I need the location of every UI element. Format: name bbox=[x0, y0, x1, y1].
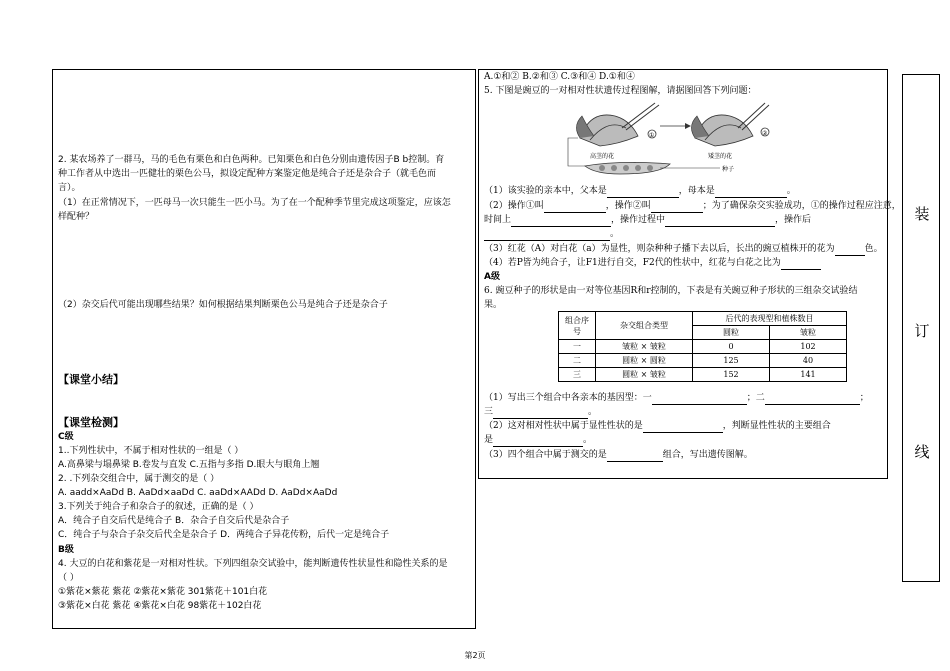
binding-line-box bbox=[902, 74, 940, 582]
q6-line-1: 6. 豌豆种子的形状是由一对等位基因R和r控制的，下表是有关豌豆种子形状的三组杂交试验结 bbox=[484, 286, 858, 296]
answer-blank[interactable] bbox=[643, 422, 723, 433]
table-cell-cross: 圆粒 × 皱粒 bbox=[596, 368, 693, 382]
test-q3: 3.下列关于纯合子和杂合子的叙述，正确的是（ ） bbox=[58, 502, 259, 512]
table-cell-wrinkled: 102 bbox=[770, 340, 847, 354]
q6-q1-line-1: （1）写出三个组合中各亲本的基因型：一 ；二 ； bbox=[484, 393, 869, 403]
diagram-step-2: ② bbox=[762, 130, 768, 137]
q2-line-2: 种工作者从中选出一匹健壮的栗色公马，拟设定配种方案鉴定他是纯合子还是杂合子（就毛色而 bbox=[58, 169, 437, 179]
test-q2: 2. .下列杂交组合中，属于测交的是（ ） bbox=[58, 474, 220, 484]
q6-q1-line-2: 三 。 bbox=[484, 407, 598, 417]
table-row bbox=[559, 354, 847, 368]
q6-q2-line-1: （2）这对相对性状中属于显性性状的是 ，判断显性性状的主要组合 bbox=[484, 421, 831, 431]
answer-blank[interactable] bbox=[607, 451, 663, 462]
table-cell-cross: 皱粒 × 皱粒 bbox=[596, 340, 693, 354]
answer-blank[interactable] bbox=[835, 245, 865, 256]
table-cell-round: 0 bbox=[693, 340, 770, 354]
answer-blank[interactable] bbox=[484, 230, 610, 241]
answer-blank[interactable] bbox=[651, 202, 703, 213]
table-header-cross: 杂交组合类型 bbox=[596, 312, 693, 340]
q5-q2-line-3: 。 bbox=[484, 228, 619, 241]
test-q3-options-cd: C．纯合子与杂合子杂交后代全是杂合子 D．两纯合子异花传粉，后代一定是纯合子 bbox=[58, 530, 390, 540]
answer-blank[interactable] bbox=[493, 408, 588, 419]
table-header-wrinkled: 皱粒 bbox=[770, 326, 847, 340]
diagram-step-1: ① bbox=[649, 132, 655, 139]
q2-line-1: 2. 某农场养了一群马，马的毛色有栗色和白色两种。已知栗色和白色分别由遗传因子B b控制。育 bbox=[58, 155, 445, 165]
q6-q3: （3）四个组合中属于测交的是 组合，写出遗传图解。 bbox=[484, 450, 753, 460]
level-c-label: C级 bbox=[58, 432, 74, 442]
answer-blank[interactable] bbox=[781, 259, 821, 270]
answer-blank[interactable] bbox=[607, 187, 679, 198]
answer-blank[interactable] bbox=[665, 216, 775, 227]
table-cell-wrinkled: 141 bbox=[770, 368, 847, 382]
table-cell-wrinkled: 40 bbox=[770, 354, 847, 368]
binding-char-1: 装 bbox=[914, 205, 930, 223]
q2-sub1-line-1: （1）在正常情况下，一匹母马一次只能生一匹小马。为了在一个配种季节里完成这项鉴定，应该怎 bbox=[58, 198, 451, 208]
diagram-label-short-flower: 矮茎的花 bbox=[708, 153, 733, 160]
table-cell-cross: 圆粒 × 圆粒 bbox=[596, 354, 693, 368]
q6-line-2: 果。 bbox=[484, 300, 503, 310]
test-heading: 【课堂检测】 bbox=[58, 416, 124, 429]
table-cell-round: 125 bbox=[693, 354, 770, 368]
level-a-label: A级 bbox=[484, 272, 500, 282]
q6-q2-line-2: 是 。 bbox=[484, 435, 593, 445]
left-column-frame bbox=[52, 69, 476, 629]
q5-q1: （1）该实验的亲本中，父本是 ，母本是 。 bbox=[484, 186, 796, 196]
answer-blank[interactable] bbox=[652, 394, 747, 405]
table-header-group: 组合序号 bbox=[559, 312, 596, 340]
q5-q2-line-1: （2）操作①叫 ，操作②叫 ；为了确保杂交实验成功，①的操作过程应注意， bbox=[484, 201, 901, 211]
q2-line-3: 言）。 bbox=[58, 183, 81, 193]
level-b-label: B级 bbox=[58, 545, 74, 555]
q2-sub1-line-2: 样配种？ bbox=[58, 212, 95, 222]
q5-q2-line-2: 时间上 ，操作过程中 ，操作后 bbox=[484, 215, 812, 225]
answer-blank[interactable] bbox=[544, 202, 606, 213]
test-q4-row-2: ③紫花×白花 紫花 ④紫花×白花 98紫花＋102白花 bbox=[58, 601, 262, 611]
diagram-label-seeds: 种子 bbox=[722, 166, 735, 173]
test-q2-options: A. aadd×AaDd B. AaDd×aaDd C. aaDd×AADd D. AaDd×AaDd bbox=[58, 488, 338, 498]
pea-cross-diagram bbox=[560, 98, 790, 178]
test-q1: 1..下列性状中，不属于相对性状的一组是（ ） bbox=[58, 446, 244, 456]
answer-blank[interactable] bbox=[511, 216, 611, 227]
table-header-offspring: 后代的表现型和植株数目 bbox=[693, 312, 847, 326]
table-cell-id: 三 bbox=[559, 368, 596, 382]
table-cell-id: 二 bbox=[559, 354, 596, 368]
test-q4-options: A.①和② B.②和③ C.③和④ D.①和④ bbox=[484, 72, 635, 82]
answer-blank[interactable] bbox=[715, 187, 787, 198]
table-cell-round: 152 bbox=[693, 368, 770, 382]
pea-cross-table bbox=[558, 311, 847, 382]
test-q4-line-1: 4. 大豆的白花和紫花是一对相对性状。下列四组杂交试验中，能判断遗传性状显性和隐性关系的是 bbox=[58, 559, 448, 569]
q5-q4: （4）若P皆为纯合子，让F1进行自交，F2代的性状中，红花与白花之比为 bbox=[484, 257, 821, 270]
binding-char-2: 订 bbox=[914, 322, 930, 340]
summary-heading: 【课堂小结】 bbox=[58, 373, 124, 386]
test-q3-options-ab: A．纯合子自交后代是纯合子 B．杂合子自交后代是杂合子 bbox=[58, 516, 290, 526]
table-cell-id: 一 bbox=[559, 340, 596, 354]
answer-blank[interactable] bbox=[765, 394, 860, 405]
test-q4-row-1: ①紫花×紫花 紫花 ②紫花×紫花 301紫花＋101白花 bbox=[58, 587, 268, 597]
q5-q3: （3）红花（A）对白花（a）为显性，则杂种种子播下去以后，长出的豌豆植株开的花为 色。 bbox=[484, 244, 883, 254]
page-number: 第2页 bbox=[464, 651, 486, 660]
answer-blank[interactable] bbox=[493, 436, 583, 447]
table-row bbox=[559, 368, 847, 382]
q2-sub2: （2）杂交后代可能出现哪些结果？如何根据结果判断栗色公马是纯合子还是杂合子 bbox=[58, 300, 388, 310]
table-row bbox=[559, 340, 847, 354]
q5-intro: 5. 下图是豌豆的一对相对性状遗传过程图解，请据图回答下列问题： bbox=[484, 86, 757, 96]
test-q4-line-2: （ ） bbox=[58, 573, 79, 583]
binding-char-3: 线 bbox=[914, 443, 930, 461]
diagram-label-tall-flower: 高茎的花 bbox=[590, 153, 615, 160]
test-q1-options: A.高鼻梁与塌鼻梁 B.卷发与直发 C.五指与多指 D.眼大与眼角上翘 bbox=[58, 460, 320, 470]
table-header-round: 圆粒 bbox=[693, 326, 770, 340]
